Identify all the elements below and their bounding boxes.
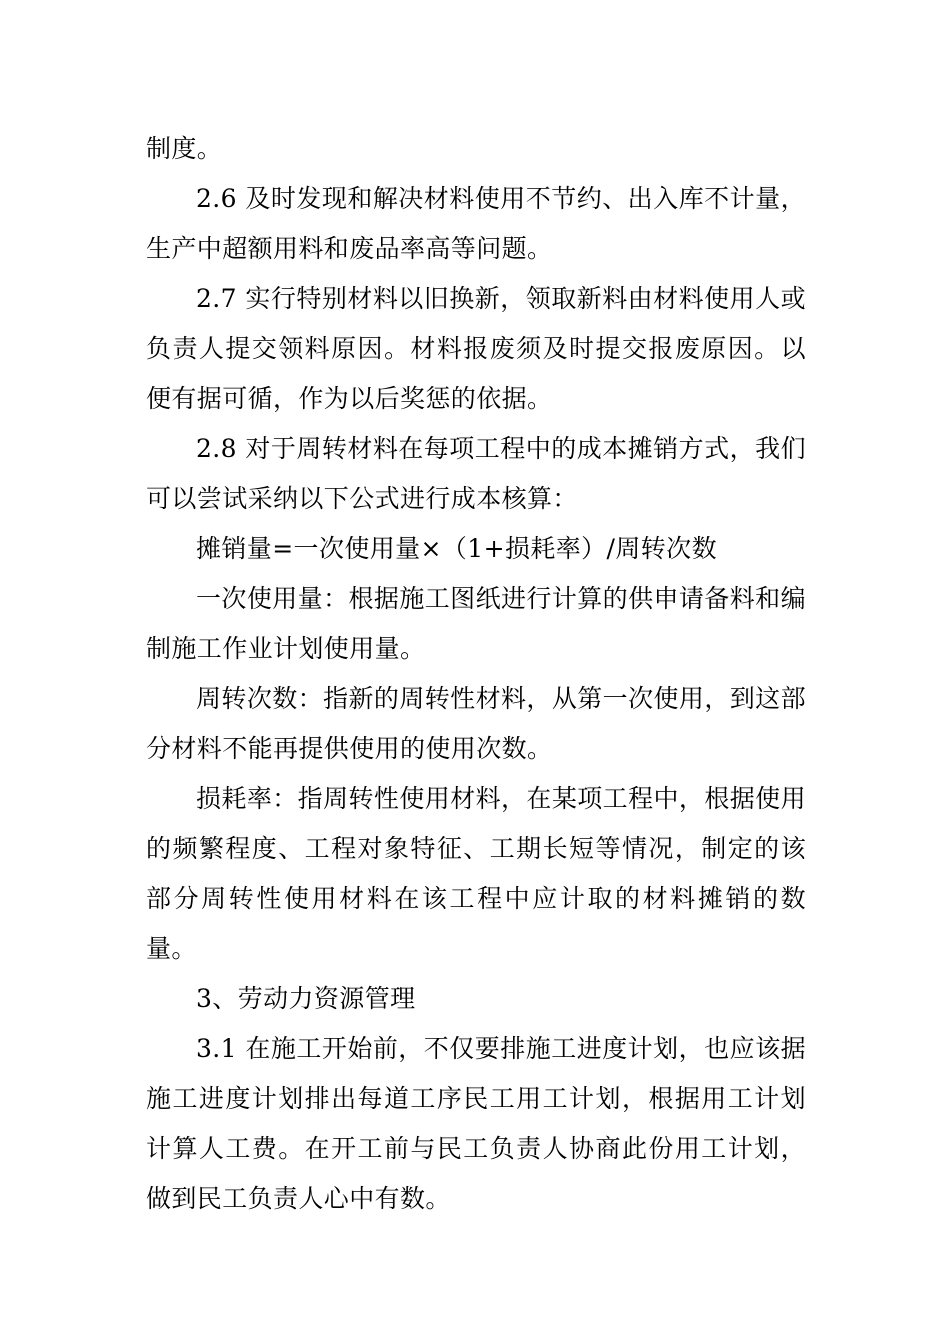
- paragraph-1: 制度。: [146, 134, 223, 163]
- paragraph-2-8: 2.8 对于周转材料在每项工程中的成本摊销方式，我们可以尝试采纳以下公式进行成本核算：: [146, 434, 806, 513]
- definition-turnover-count: 周转次数：指新的周转性材料，从第一次使用，到这部分材料不能再提供使用的使用次数。: [146, 684, 806, 763]
- paragraph-2-6: 2.6 及时发现和解决材料使用不节约、出入库不计量，生产中超额用料和废品率高等问题。: [146, 184, 806, 263]
- definition-loss-rate: 损耗率：指周转性使用材料，在某项工程中，根据使用的频繁程度、工程对象特征、工期长短等情况，制定的该部分周转性使用材料在该工程中应计取的材料摊销的数量。: [146, 784, 806, 963]
- document-body: [146, 124, 806, 1224]
- definition-single-use: 一次使用量：根据施工图纸进行计算的供申请备料和编制施工作业计划使用量。: [146, 584, 806, 663]
- paragraph-2-7: 2.7 实行特别材料以旧换新，领取新料由材料使用人或负责人提交领料原因。材料报废须及时提交报废原因。以便有据可循，作为以后奖惩的依据。: [146, 284, 806, 413]
- paragraph-3-1: 3.1 在施工开始前，不仅要排施工进度计划，也应该据施工进度计划排出每道工序民工用工计划，根据用工计划计算人工费。在开工前与民工负责人协商此份用工计划，做到民工负责人心中有数。: [146, 1034, 806, 1213]
- section-heading-3: 3、劳动力资源管理: [196, 984, 416, 1013]
- formula-line: 摊销量=一次使用量×（1+损耗率）/周转次数: [196, 534, 717, 563]
